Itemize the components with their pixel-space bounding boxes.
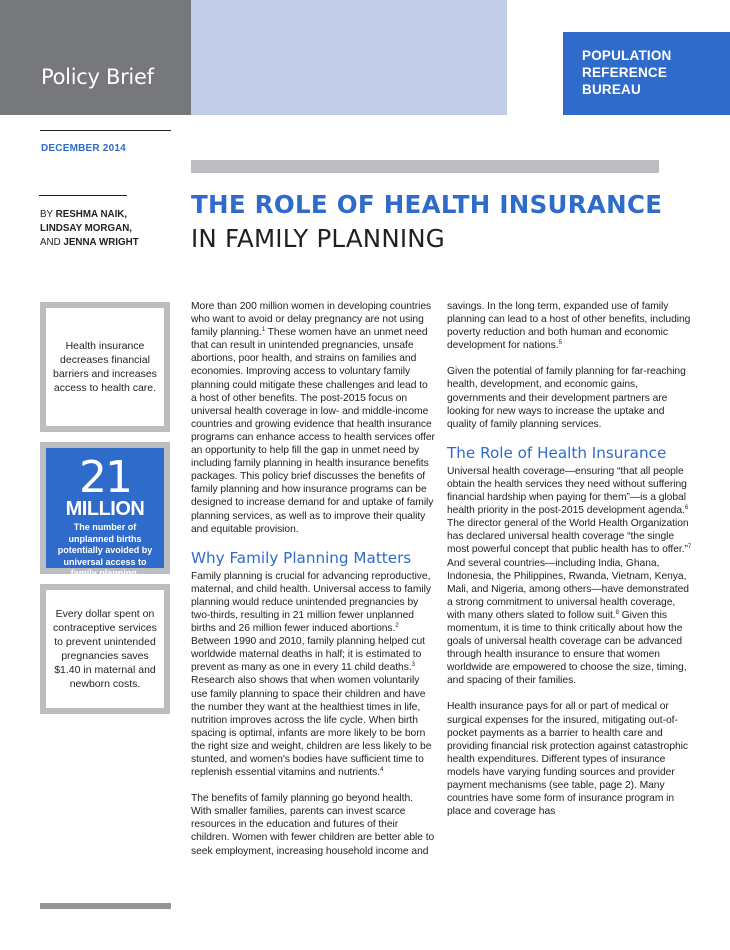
text: These women have an unmet need that can result in unintended pregnancies, unsafe abortions, poor health, and strains on families and economies. Improving access to voluntary family planning could mitigate these challenges and lead to a host of other benefits. The post-2015 focus on universal health coverage in low- and middle-income countries and growing evidence that health insurance programs can enhance access to health services offer an opportunity to help fill the gap in unmet need by including family planning in health insurance benefits packages. This policy brief discusses the benefits of family planning and how insurance programs can be designed to increase demand for and uptake of family planning services, as well as to improve their quality and equitable provision. (191, 327, 435, 535)
article-body (191, 300, 692, 868)
text: Universal health coverage—ensuring “that all people obtain the health services they need without suffering financial hardship when paying for them”—is a global health priority in the post-2015 development agenda. (447, 465, 687, 517)
callout-text: Health insurance decreases financial barriers and increases access to health care. (53, 340, 157, 394)
section-heading: Why Family Planning Matters (191, 548, 412, 567)
text: Given this momentum, it is time to think critically about how the goals of universal health coverage can be advanced through health insurance to ensure that women worldwide are empowered to choose the size, timing, and spacing of their families. (447, 609, 687, 687)
org-name-line: BUREAU (582, 82, 641, 97)
text: The benefits of family planning go beyond health. With smaller families, parents can invest scarce resources in the education and futures of their children. Women with fewer children are better able to seek employment, increasing household income and savings. In the long term, expanded use of family planning can lead to a host of other benefits, including poverty reduction and both human and economic development for nations. (191, 301, 691, 857)
header-grey-block (0, 0, 191, 115)
stat-number: 21 (79, 452, 131, 503)
divider (39, 195, 127, 196)
footnote-ref: 3 (411, 662, 415, 669)
page-title-line2: IN FAMILY PLANNING (191, 224, 445, 253)
footer-bar (40, 903, 171, 909)
text: Health insurance pays for all or part of medical or surgical expenses for the insured, mitigating out-of-pocket payments as a barrier to health care and providing financial risk protection against catastrophic health expenditures. Different types of insurance models have varying funding sources and provider payment mechanisms (see table, page 2). Many countries have some form of insurance program in place and coverage has (447, 701, 689, 818)
callout-text: Every dollar spent on contraceptive services to prevent unintended pregnancies saves $1.40 in maternal and newborn costs. (53, 608, 157, 690)
callout-box (40, 302, 170, 432)
footnote-ref: 4 (380, 767, 384, 774)
stat-callout-box (40, 442, 170, 578)
title-bar (191, 160, 659, 173)
stat-unit: MILLION (65, 498, 145, 520)
text: Between 1990 and 2010, family planning helped cut worldwide maternal deaths in half; it is estimated to prevent as many as one in every 11 child deaths. (191, 636, 425, 674)
callout-box (40, 584, 170, 714)
publication-date: DECEMBER 2014 (41, 143, 126, 154)
author: LINDSAY MORGAN, (40, 223, 132, 234)
text: Research also shows that when women voluntarily use family planning to space their children and have the number they want at the healthiest times in life, nutrition improves across the life cycle. When birth spacing is optimal, infants are more likely to be born the right size and weight, children are less likely to be stunted, and women's bodies have sufficient time to replenish essential vitamins and nutrients. (191, 675, 432, 779)
paragraph (191, 570, 436, 780)
footnote-ref: 1 (261, 327, 266, 334)
paragraph (447, 365, 692, 430)
footnote-ref: 7 (687, 544, 692, 551)
org-name-line: REFERENCE (582, 65, 668, 80)
byline (40, 208, 139, 250)
text: And several countries—including India, Ghana, Indonesia, the Philippines, Rwanda, Vietnam, Kenya, Mali, and Nigeria, among others—have demonstrated a strong commitment to universal health coverage, with many others slated to follow suit. (447, 557, 689, 621)
footnote-ref: 2 (395, 623, 399, 630)
paragraph (447, 465, 692, 688)
author: RESHMA NAIK, (55, 209, 128, 220)
text: Family planning is crucial for advancing reproductive, maternal, and child health. Universal access to family planning would reduce unintended pregnancies by two-thirds, resulting in 21 million fewer unplanned births and 26 million fewer induced abortions. (191, 570, 431, 635)
byline-prefix: BY (40, 209, 56, 220)
text: Given the potential of family planning for far-reaching health, development, and economic gains, governments and their development partners are looking for new ways to increase the uptake and quality of family planning services. (447, 366, 686, 430)
paragraph (447, 700, 692, 818)
stat-description: The number of unplanned births potentially avoided by universal access to family planning. (57, 522, 153, 578)
text: The director general of the World Health Organization has declared universal health coverage “the single most powerful concept that public health has to offer.” (447, 518, 689, 556)
footnote-ref: 8 (615, 609, 619, 616)
divider (40, 130, 171, 131)
section-heading: The Role of Health Insurance (447, 443, 667, 462)
footnote-ref: 5 (558, 340, 562, 347)
doc-type-label: Policy Brief (41, 65, 154, 89)
byline-and: AND (40, 237, 64, 248)
org-name-line: POPULATION (582, 48, 672, 63)
org-logo (563, 32, 730, 115)
paragraph (191, 300, 436, 536)
footnote-ref: 6 (684, 505, 689, 512)
header-lavender-block (191, 0, 507, 115)
author: JENNA WRIGHT (63, 237, 139, 248)
page-title-line1: THE ROLE OF HEALTH INSURANCE (191, 190, 663, 219)
text: More than 200 million women in developing countries who want to avoid or delay pregnancy are not using family planning. (191, 301, 432, 339)
